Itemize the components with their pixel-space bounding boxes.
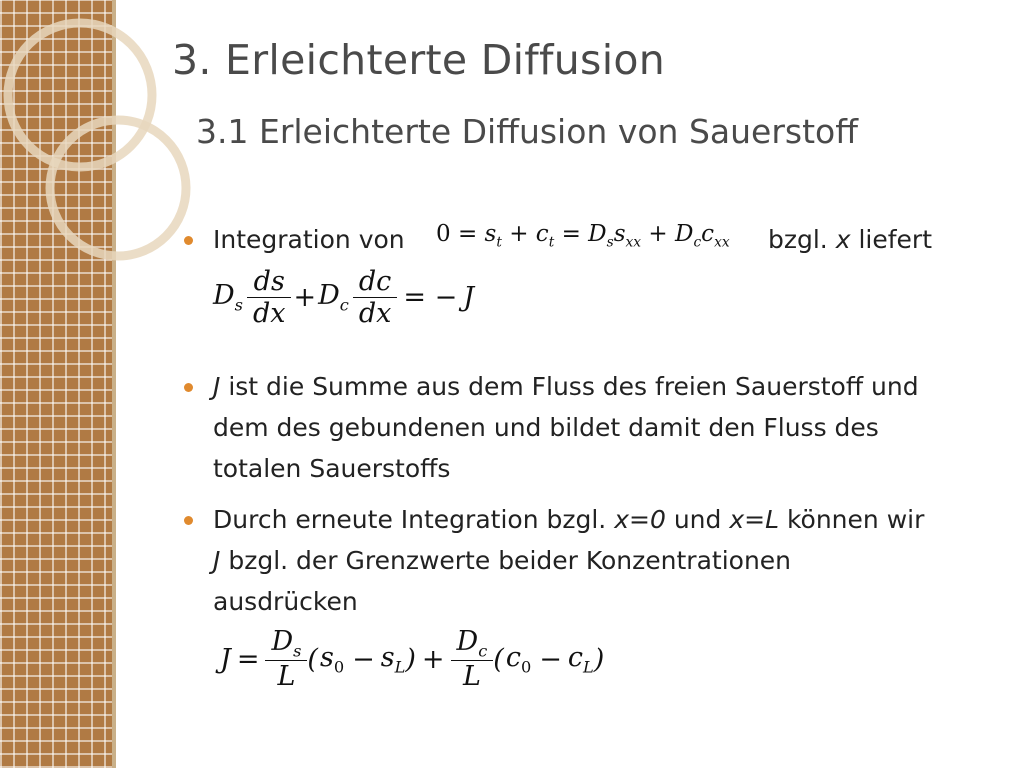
- bullet-3-t1: Durch erneute Integration bzgl.: [213, 505, 607, 534]
- bullet-1-suffix-line: [768, 219, 932, 260]
- bullet-1-text: [213, 219, 405, 260]
- bullet-1-suffix: bzgl.: [768, 225, 828, 254]
- decorative-rings: [0, 0, 200, 300]
- bullet-3-t2: und: [673, 505, 722, 534]
- bullet-3-t3: können wir: [786, 505, 925, 534]
- bullet-3-v2: x=L: [729, 505, 779, 534]
- slide-subtitle: 3.1 Erleichterte Diffusion von Sauerstoff: [196, 112, 858, 151]
- bullet-2-var: J: [213, 372, 221, 401]
- bullet-3-text: [213, 499, 924, 622]
- bullet-1-prefix: Integration von: [213, 225, 405, 254]
- bullet-2-text: [213, 366, 919, 489]
- bullet-2-line1: ist die Summe aus dem Fluss des freien Sauerstoff und: [228, 372, 919, 401]
- bullet-3-t4: bzgl. der Grenzwerte beider Konzentrationen: [228, 546, 792, 575]
- bullet-3-t5: ausdrücken: [213, 587, 358, 616]
- equation-pde: $0 = s_t + c_t = D_ss_{xx} + D_cc_{xx}$: [436, 221, 730, 251]
- bullet-3-v3: J: [213, 546, 221, 575]
- bullet-marker-3: [184, 516, 193, 525]
- bullet-1-tail: liefert: [858, 225, 933, 254]
- equation-flux: $D_s$ $\frac{ds}{dx}$ + $D_c$ $\frac{dc}{dx}$ = − J: [213, 266, 475, 329]
- bullet-marker-2: [184, 383, 193, 392]
- bullet-3-v1: x=0: [614, 505, 666, 534]
- bullet-1-var: x: [835, 225, 851, 254]
- bullet-2-line3: totalen Sauerstoffs: [213, 454, 451, 483]
- bullet-2-line2: dem des gebundenen und bildet damit den Fluss des: [213, 413, 879, 442]
- equation-total-flux: J = $\frac{D_s}{L}$ ( $s_0$ − $s_L$ ) + $\frac{D_c}{L}$ ( $c_0$ − $c_L$ ): [220, 626, 605, 693]
- slide-title: 3. Erleichterte Diffusion: [172, 36, 666, 84]
- bullet-marker-1: [184, 236, 193, 245]
